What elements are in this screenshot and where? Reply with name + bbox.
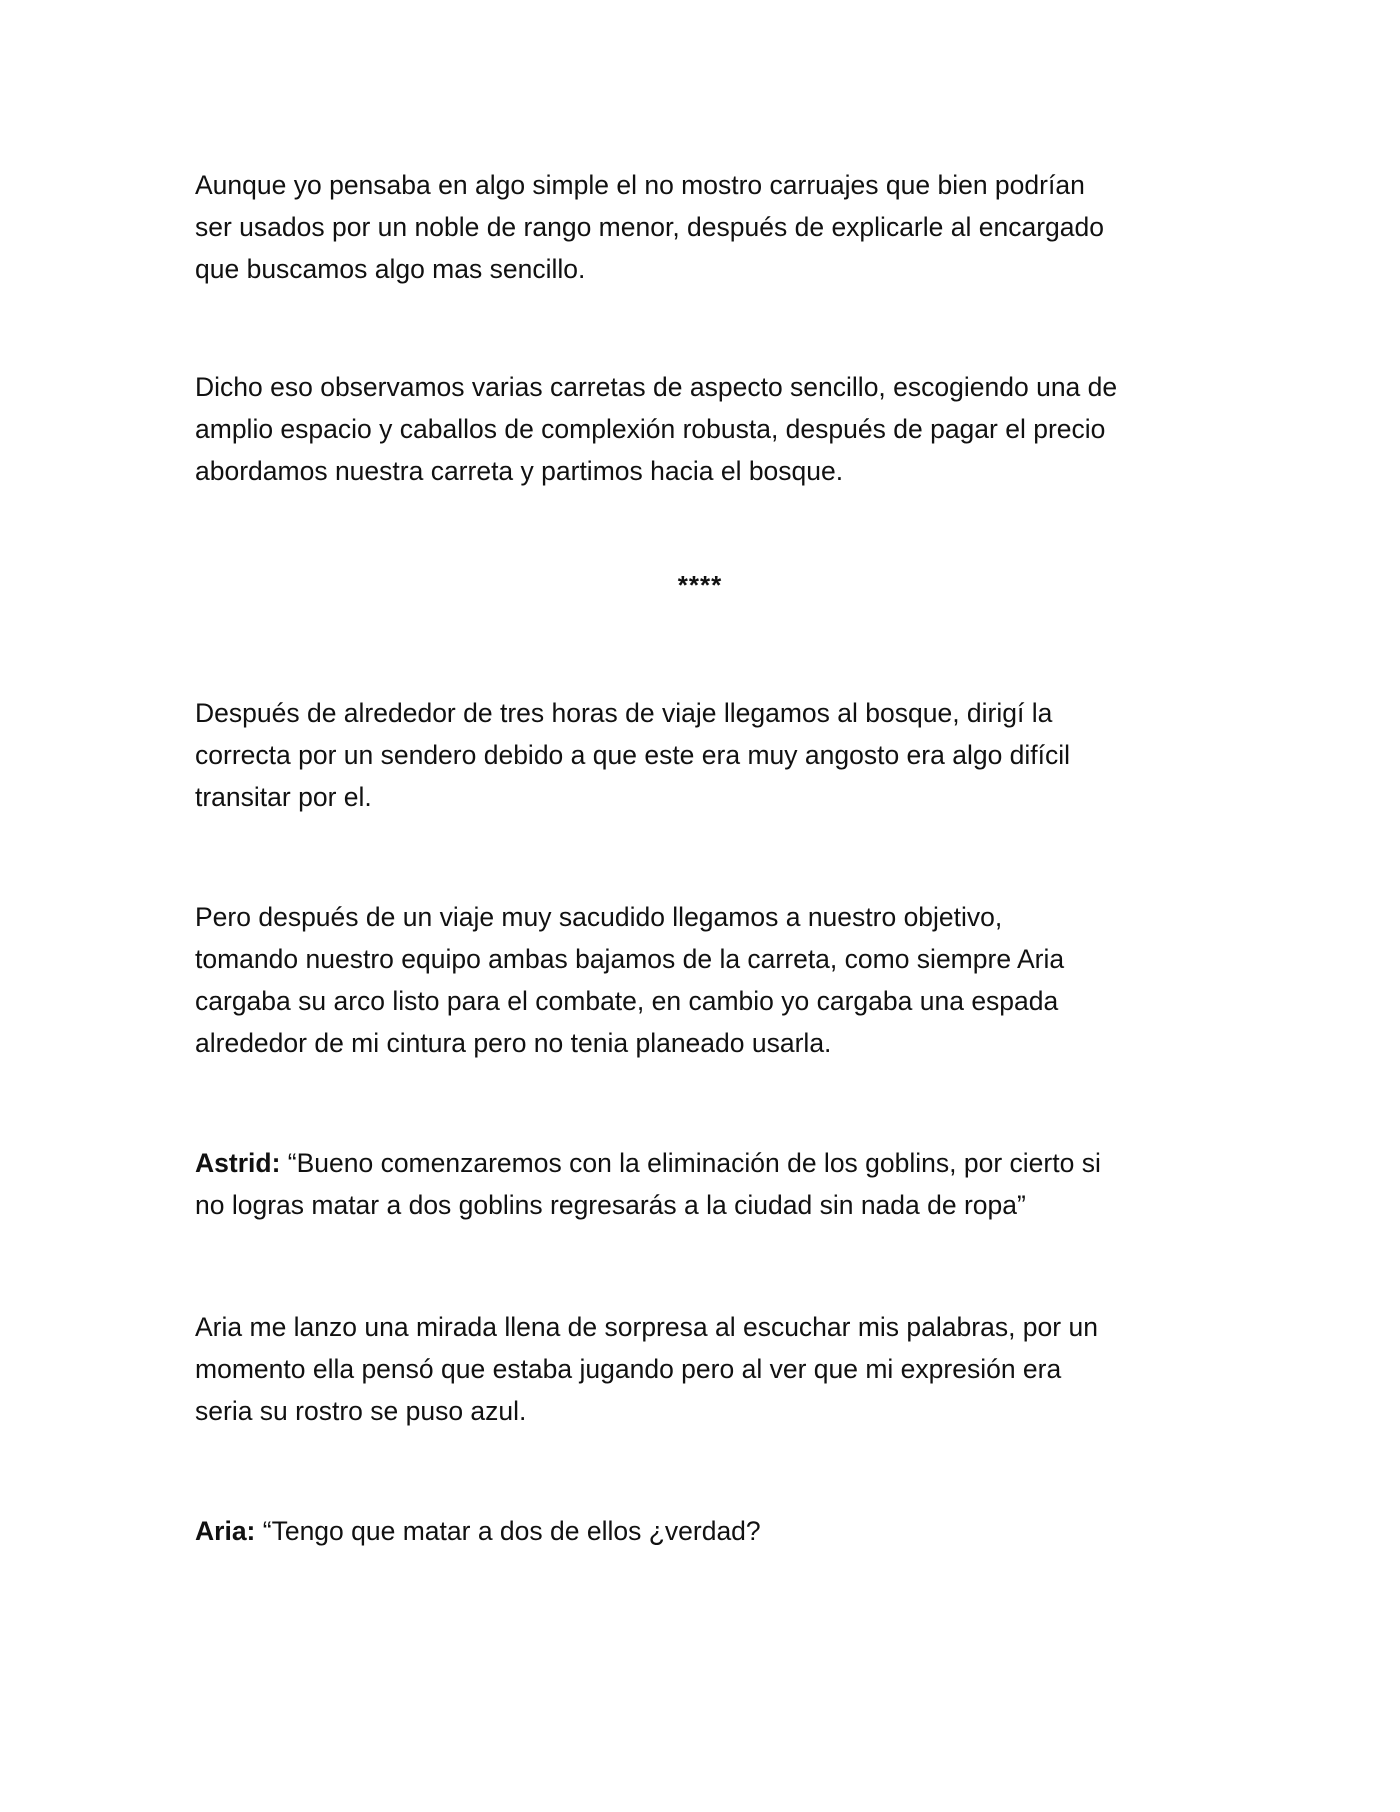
section-separator: **** xyxy=(677,570,723,600)
paragraph-line: alrededor de mi cintura pero no tenia planeado usarla. xyxy=(195,1028,832,1058)
paragraph-line: cargaba su arco listo para el combate, en cambio yo cargaba una espada xyxy=(195,986,1059,1016)
dialogue-line xyxy=(195,1510,1205,1552)
dialogue-text: “Tengo que matar a dos de ellos ¿verdad? xyxy=(255,1516,761,1546)
paragraph-3 xyxy=(195,692,1205,818)
paragraph-line: Después de alrededor de tres horas de viaje llegamos al bosque, dirigí la xyxy=(195,698,1053,728)
paragraph-line: momento ella pensó que estaba jugando pero al ver que mi expresión era xyxy=(195,1354,1062,1384)
paragraph-line: Aria me lanzo una mirada llena de sorpresa al escuchar mis palabras, por un xyxy=(195,1312,1098,1342)
paragraph-6 xyxy=(195,1306,1205,1432)
dialogue-text: “Bueno comenzaremos con la eliminación de los goblins, por cierto si xyxy=(280,1148,1101,1178)
paragraph-line: Pero después de un viaje muy sacudido llegamos a nuestro objetivo, xyxy=(195,902,1003,932)
paragraph-4 xyxy=(195,896,1205,1064)
speaker-name: Aria: xyxy=(195,1516,256,1546)
paragraph-line: Dicho eso observamos varias carretas de aspecto sencillo, escogiendo una de xyxy=(195,372,1118,402)
paragraph-line: abordamos nuestra carreta y partimos hacia el bosque. xyxy=(195,456,844,486)
paragraph-line: tomando nuestro equipo ambas bajamos de la carreta, como siempre Aria xyxy=(195,944,1065,974)
dialogue-line xyxy=(195,1142,1205,1184)
speaker-name: Astrid: xyxy=(195,1148,281,1178)
paragraph-2 xyxy=(195,366,1205,492)
paragraph-line: seria su rostro se puso azul. xyxy=(195,1396,527,1426)
dialogue-aria xyxy=(195,1510,1205,1552)
dialogue-astrid xyxy=(195,1142,1205,1226)
dialogue-line: no logras matar a dos goblins regresarás a la ciudad sin nada de ropa” xyxy=(195,1190,1026,1220)
paragraph-line: que buscamos algo mas sencillo. xyxy=(195,254,586,284)
paragraph-1 xyxy=(195,164,1205,290)
paragraph-line: Aunque yo pensaba en algo simple el no mostro carruajes que bien podrían xyxy=(195,170,1085,200)
paragraph-line: ser usados por un noble de rango menor, después de explicarle al encargado xyxy=(195,212,1104,242)
paragraph-line: transitar por el. xyxy=(195,782,372,812)
paragraph-line: amplio espacio y caballos de complexión robusta, después de pagar el precio xyxy=(195,414,1106,444)
paragraph-line: correcta por un sendero debido a que este era muy angosto era algo difícil xyxy=(195,740,1071,770)
